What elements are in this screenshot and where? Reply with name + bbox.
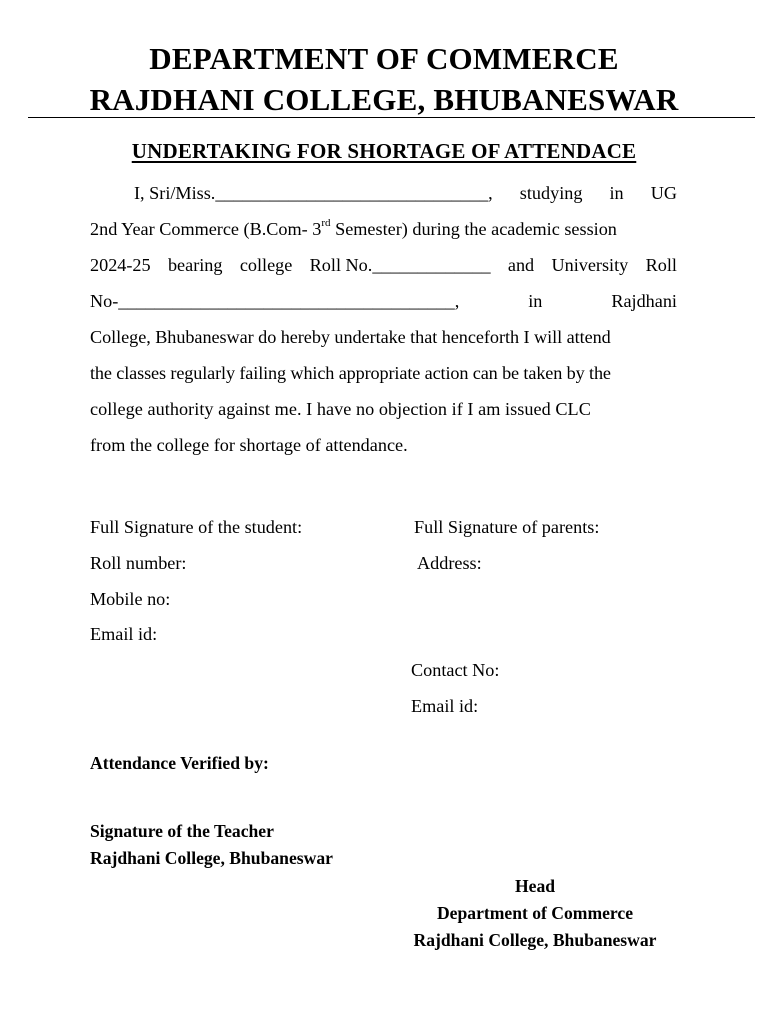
- line3-part-e: and: [507, 255, 535, 275]
- paragraph-line-6: the classes regularly failing which appropriate action can be taken by the: [90, 363, 611, 383]
- line3-part-g: Roll: [645, 255, 677, 275]
- paragraph-line-8: from the college for shortage of attendance.: [90, 435, 408, 455]
- parent-email-label: Email id:: [411, 696, 479, 716]
- college-heading: RAJDHANI COLLEGE, BHUBANESWAR: [89, 82, 679, 117]
- line4-part-b: in: [528, 291, 543, 311]
- teacher-college-label: Rajdhani College, Bhubaneswar: [90, 848, 333, 868]
- line1-part-b: studying: [519, 183, 583, 203]
- teacher-signature-label: Signature of the Teacher: [90, 821, 274, 841]
- student-signature-label: Full Signature of the student:: [90, 517, 303, 537]
- parent-signature-label: Full Signature of parents:: [414, 517, 600, 537]
- parent-address-label: Address:: [417, 553, 482, 573]
- paragraph-line-1: [134, 180, 677, 206]
- paragraph-line-2: [90, 216, 677, 242]
- line1-part-d: UG: [650, 183, 677, 203]
- parent-contact-label: Contact No:: [411, 660, 500, 680]
- head-department: Department of Commerce: [436, 903, 634, 923]
- line3-part-b: bearing: [167, 255, 223, 275]
- form-title: UNDERTAKING FOR SHORTAGE OF ATTENDACE: [131, 139, 637, 163]
- department-heading: DEPARTMENT OF COMMERCE: [149, 41, 619, 76]
- student-email-label: Email id:: [90, 624, 158, 644]
- line3-part-c: college: [239, 255, 293, 275]
- line2-after-sup: Semester) during the academic session: [330, 219, 617, 239]
- line1-part-a: I, Sri/Miss.______________________________,: [134, 183, 493, 203]
- line2-before-sup: 2nd Year Commerce (B.Com- 3: [90, 219, 322, 239]
- line1-part-c: in: [609, 183, 624, 203]
- line2-superscript: rd: [321, 216, 331, 229]
- head-college: Rajdhani College, Bhubaneswar: [413, 930, 657, 950]
- head-title: Head: [514, 876, 556, 896]
- paragraph-line-5: College, Bhubaneswar do hereby undertake that henceforth I will attend: [90, 327, 611, 347]
- line4-part-c: Rajdhani: [611, 291, 677, 311]
- student-roll-label: Roll number:: [90, 553, 187, 573]
- attendance-verified-label: Attendance Verified by:: [90, 753, 269, 773]
- paragraph-line-7: college authority against me. I have no objection if I am issued CLC: [90, 399, 591, 419]
- line3-part-a: 2024-25: [90, 255, 151, 275]
- line4-part-a: No-_____________________________________,: [90, 291, 460, 311]
- paragraph-line-4: [90, 288, 677, 314]
- student-mobile-label: Mobile no:: [90, 589, 171, 609]
- paragraph-line-3: [90, 252, 677, 278]
- header-divider: [28, 117, 755, 118]
- line3-part-d: Roll No._____________: [309, 255, 491, 275]
- line3-part-f: University: [551, 255, 629, 275]
